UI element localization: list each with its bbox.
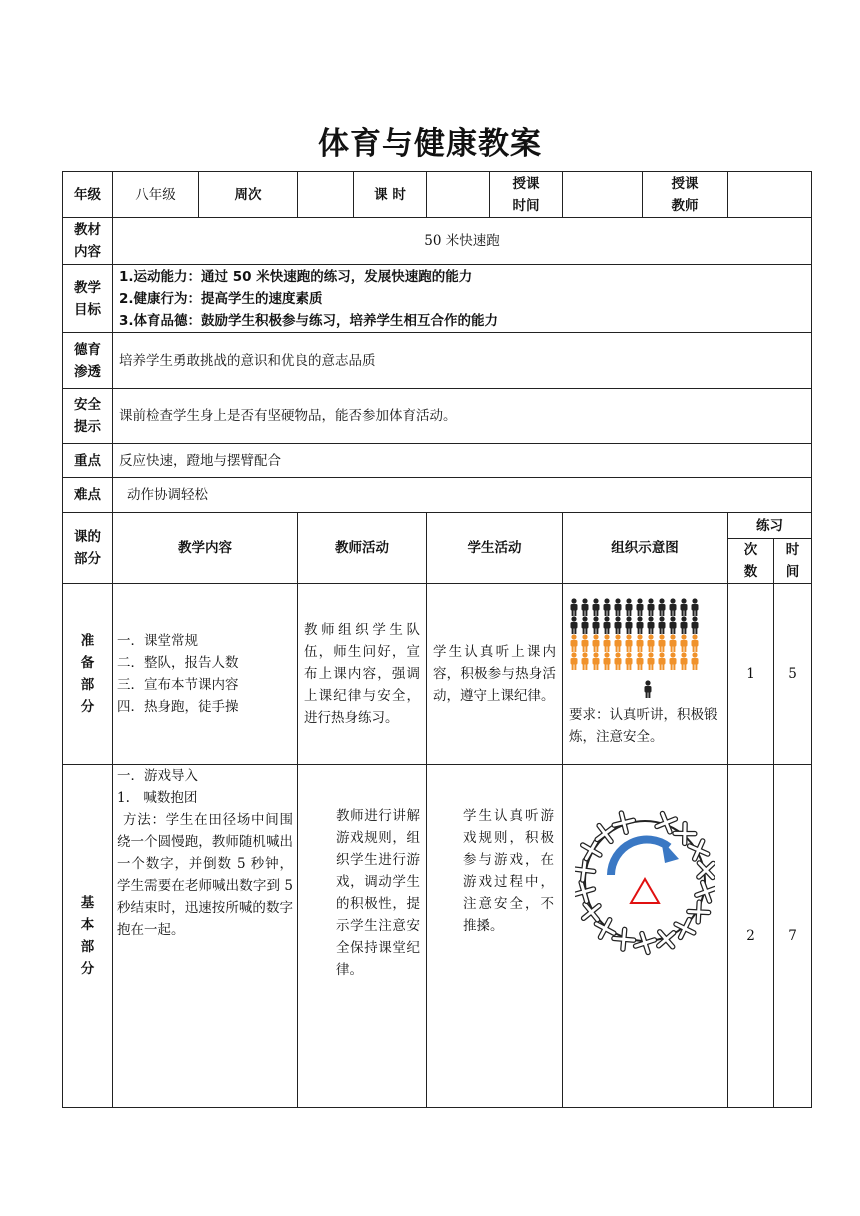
time-label: 授课 时间 — [490, 172, 563, 218]
student-x-icon — [697, 882, 715, 901]
prep-duration: 5 — [774, 584, 812, 765]
list-item: 一．课堂常规 — [117, 633, 198, 649]
student-x-icon — [657, 814, 675, 832]
student-figure-icon — [569, 652, 579, 670]
hours-label: 课 时 — [354, 172, 427, 218]
student-x-icon — [675, 824, 695, 844]
student-x-icon — [676, 920, 694, 938]
student-figure-icon — [690, 598, 700, 616]
prep-times: 1 — [728, 584, 774, 765]
goals-list — [113, 265, 812, 333]
teacher-triangle-icon — [631, 879, 659, 903]
week-value — [298, 172, 354, 218]
basic-content — [113, 765, 298, 1108]
student-figure-icon — [591, 652, 601, 670]
student-figure-icon — [657, 598, 667, 616]
teacher-label: 授课 教师 — [643, 172, 728, 218]
student-figure-icon — [613, 652, 623, 670]
prep-teacher-activity: 教师组织学生队伍，师生问好，宣布上课内容，强调上课纪律与安全，进行热身练习。 — [298, 584, 427, 765]
basic-teacher-activity: 教师进行讲解游戏规则，组织学生进行游戏，调动学生的积极性，提示学生注意安全保持课堂纪律。 — [298, 765, 427, 1108]
col-duration: 时 间 — [774, 539, 812, 584]
list-item: 四．热身跑，徒手操 — [117, 699, 239, 715]
student-figure-icon — [569, 616, 579, 634]
student-figure-icon — [613, 598, 623, 616]
student-x-icon — [636, 934, 655, 953]
direction-arrow-icon — [611, 839, 669, 875]
student-figure-icon — [635, 634, 645, 652]
difficulty-label: 难点 — [63, 478, 113, 513]
goal-item: 1.运动能力：通过 50 米快速跑的练习，发展快速跑的能力 — [119, 268, 473, 285]
prep-content — [113, 584, 298, 765]
basic-part-label: 基 本 部 分 — [63, 765, 113, 1108]
header-row — [63, 172, 812, 218]
col-practice: 练习 — [728, 513, 812, 539]
circle-game-diagram — [575, 803, 715, 963]
student-x-icon — [614, 813, 633, 832]
student-x-icon — [597, 826, 613, 842]
goals-row — [63, 265, 812, 333]
student-figure-icon — [580, 598, 590, 616]
student-figure-icon — [657, 634, 667, 652]
safety-label: 安全 提示 — [63, 389, 113, 444]
student-figure-icon — [602, 598, 612, 616]
student-x-icon — [596, 920, 613, 937]
list-item: 二．整队，报告人数 — [117, 655, 239, 671]
student-figure-icon — [569, 598, 579, 616]
basic-diagram — [563, 765, 728, 1108]
col-times: 次 数 — [728, 539, 774, 584]
student-figure-icon — [613, 616, 623, 634]
student-figure-icon — [624, 634, 634, 652]
goal-item: 2.健康行为：提高学生的速度素质 — [119, 290, 323, 307]
student-figure-icon — [646, 616, 656, 634]
student-figure-icon — [657, 652, 667, 670]
student-figure-icon — [646, 652, 656, 670]
basic-times: 2 — [728, 765, 774, 1108]
student-figure-icon — [679, 616, 689, 634]
formation-diagram — [563, 584, 727, 698]
student-figure-icon — [690, 634, 700, 652]
basic-student-activity: 学生认真听游戏规则，积极参与游戏，在游戏过程中，注意安全，不推搡。 — [427, 765, 563, 1108]
student-figure-icon — [624, 652, 634, 670]
student-figure-icon — [580, 616, 590, 634]
list-item: 三．宣布本节课内容 — [117, 677, 239, 693]
student-figure-icon — [624, 598, 634, 616]
student-figure-icon — [690, 652, 700, 670]
student-figure-icon — [668, 598, 678, 616]
basic-duration: 7 — [774, 765, 812, 1108]
student-figure-icon — [602, 616, 612, 634]
student-figure-icon — [613, 634, 623, 652]
col-diagram: 组织示意图 — [563, 513, 728, 584]
col-student: 学生活动 — [427, 513, 563, 584]
goal-item: 3.体育品德：鼓励学生积极参与练习，培养学生相互合作的能力 — [119, 312, 499, 329]
student-figure-icon — [591, 634, 601, 652]
formation-row — [569, 634, 727, 652]
time-value — [563, 172, 643, 218]
student-figure-icon — [624, 616, 634, 634]
prep-row — [63, 584, 812, 765]
prep-part-label: 准 备 部 分 — [63, 584, 113, 765]
student-figure-icon — [569, 634, 579, 652]
formation-row — [569, 652, 727, 670]
student-figure-icon — [635, 598, 645, 616]
student-x-icon — [575, 860, 594, 880]
list-item: 1. 喊数抱团 — [117, 790, 198, 806]
student-x-icon — [575, 882, 593, 901]
student-figure-icon — [602, 634, 612, 652]
col-teacher: 教师活动 — [298, 513, 427, 584]
formation-row — [569, 616, 727, 634]
basic-row — [63, 765, 812, 1108]
lesson-plan-table — [62, 171, 812, 1108]
student-figure-icon — [591, 598, 601, 616]
student-figure-icon — [679, 634, 689, 652]
student-figure-icon — [635, 616, 645, 634]
list-item: 方法：学生在田径场中间围绕一个圆慢跑，教师随机喊出一个数字，并倒数 5 秒钟，学生需要在老师喊出数字到 5 秒结束时，迅速按所喊的数字抱在一起。 — [117, 812, 293, 938]
moral-row — [63, 333, 812, 389]
grade-label: 年级 — [63, 172, 113, 218]
key-point-row — [63, 444, 812, 478]
key-point-label: 重点 — [63, 444, 113, 478]
student-figure-icon — [580, 652, 590, 670]
content-label: 教材 内容 — [63, 218, 113, 265]
key-point-value: 反应快速，蹬地与摆臂配合 — [113, 444, 812, 478]
moral-value: 培养学生勇敢挑战的意识和优良的意志品质 — [113, 333, 812, 389]
col-part: 课的 部分 — [63, 513, 113, 584]
teacher-figure-icon — [643, 680, 653, 698]
student-figure-icon — [668, 616, 678, 634]
student-figure-icon — [591, 616, 601, 634]
content-value: 50 米快速跑 — [113, 218, 812, 265]
student-figure-icon — [679, 598, 689, 616]
column-header-row — [63, 513, 812, 539]
student-figure-icon — [580, 634, 590, 652]
content-row — [63, 218, 812, 265]
student-figure-icon — [690, 616, 700, 634]
student-figure-icon — [646, 634, 656, 652]
difficulty-row — [63, 478, 812, 513]
goals-label: 教学 目标 — [63, 265, 113, 333]
page-title: 体育与健康教案 — [318, 126, 542, 162]
difficulty-value: 动作协调轻松 — [113, 478, 812, 513]
student-figure-icon — [635, 652, 645, 670]
prep-student-activity: 学生认真听上课内容，积极参与热身活动，遵守上课纪律。 — [427, 584, 563, 765]
student-figure-icon — [602, 652, 612, 670]
student-x-icon — [699, 863, 713, 877]
student-figure-icon — [668, 634, 678, 652]
hours-value — [427, 172, 490, 218]
week-label: 周次 — [199, 172, 298, 218]
list-item: 一．游戏导入 — [117, 768, 198, 784]
teacher-row — [569, 680, 727, 698]
student-figure-icon — [668, 652, 678, 670]
prep-requirement: 要求：认真听讲，积极锻炼，注意安全。 — [569, 707, 718, 745]
teacher-value — [728, 172, 812, 218]
grade-value: 八年级 — [113, 172, 199, 218]
arrow-head-icon — [661, 839, 679, 863]
student-figure-icon — [646, 598, 656, 616]
col-content: 教学内容 — [113, 513, 298, 584]
safety-value: 课前检查学生身上是否有坚硬物品，能否参加体育活动。 — [113, 389, 812, 444]
student-x-icon — [614, 929, 634, 949]
student-figure-icon — [679, 652, 689, 670]
moral-label: 德育 渗透 — [63, 333, 113, 389]
prep-diagram — [563, 584, 728, 765]
formation-row — [569, 598, 727, 616]
student-figure-icon — [657, 616, 667, 634]
safety-row — [63, 389, 812, 444]
